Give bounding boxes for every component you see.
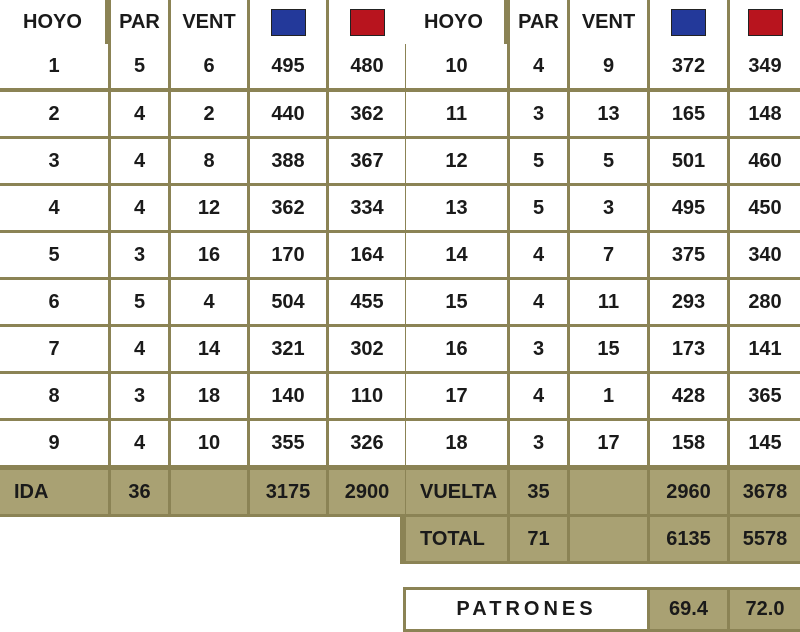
back-row-5-hole	[406, 233, 507, 277]
front-row-6-par	[111, 280, 168, 324]
back-row-4-hole-text: 13	[445, 196, 468, 219]
front-row-1-red-text: 480	[350, 54, 384, 77]
front-row-5-par	[111, 233, 168, 277]
back-row-1-par	[510, 44, 567, 88]
back-row-3-red	[730, 139, 800, 183]
back-row-1-red	[730, 44, 800, 88]
front-row-5-hcp-text: 16	[197, 243, 221, 266]
back-row-6-par	[510, 280, 567, 324]
front-row-1-blue	[250, 44, 326, 88]
back-row-3-hcp-text: 5	[602, 149, 615, 172]
back-row-7-hole-text: 16	[445, 337, 468, 360]
total-hcp	[570, 517, 647, 561]
front-row-6-par-text: 5	[133, 290, 146, 313]
front-row-5-hole-text: 5	[48, 243, 60, 266]
vuelta-blue	[650, 470, 727, 514]
back-row-4-red	[730, 186, 800, 230]
back-row-4-hcp	[570, 186, 647, 230]
ida-hcp	[171, 470, 247, 514]
front-row-5-blue	[250, 233, 326, 277]
back-row-7-blue	[650, 327, 727, 371]
front-row-8-blue	[250, 374, 326, 418]
red-tee-swatch-icon	[350, 9, 385, 36]
back-row-2-blue	[650, 92, 727, 136]
front-row-6-hole-text: 6	[48, 290, 60, 313]
front-row-7-blue-text: 321	[271, 337, 305, 360]
back-row-7-red	[730, 327, 800, 371]
back-row-4-par	[510, 186, 567, 230]
red-tee-header	[329, 0, 405, 44]
front-row-7-hcp-text: 14	[197, 337, 221, 360]
front-row-2-par-text: 4	[133, 102, 146, 125]
back-row-6-blue	[650, 280, 727, 324]
front-row-6-hole	[0, 280, 108, 324]
back-header-par	[510, 0, 567, 44]
back-row-9-red-text: 145	[748, 431, 782, 454]
back-row-2-hole-text: 11	[445, 102, 468, 125]
back-row-7-red-text: 141	[748, 337, 782, 360]
back-row-7-hcp-text: 15	[597, 337, 620, 360]
front-row-4-par-text: 4	[133, 196, 146, 219]
back-row-5-hole-text: 14	[445, 243, 468, 266]
front-row-6-blue-text: 504	[271, 290, 305, 313]
front-row-9-blue	[250, 421, 326, 465]
front-row-9-hole	[0, 421, 108, 465]
back-row-7-par	[510, 327, 567, 371]
red-tee-header	[730, 0, 800, 44]
front-row-8-hole	[0, 374, 108, 418]
front-row-7-hcp	[171, 327, 247, 371]
front-row-3-hcp	[171, 139, 247, 183]
ida-red	[329, 470, 405, 514]
front-row-1-par-text: 5	[133, 54, 146, 77]
back-row-1-hole-text: 10	[445, 54, 468, 77]
front-row-2-red-text: 362	[350, 102, 384, 125]
back-row-6-red	[730, 280, 800, 324]
back-row-4-par-text: 5	[532, 196, 545, 219]
front-row-2-par	[111, 92, 168, 136]
front-row-9-red	[329, 421, 405, 465]
front-row-7-hole-text: 7	[48, 337, 60, 360]
front-row-9-hcp-text: 10	[197, 431, 221, 454]
total-red-text: 5578	[742, 527, 788, 550]
blue-tee-swatch-icon	[671, 9, 706, 36]
front-row-8-hcp-text: 18	[197, 384, 221, 407]
back-row-1-blue	[650, 44, 727, 88]
back-row-2-hole	[406, 92, 507, 136]
back-row-3-red-text: 460	[748, 149, 782, 172]
front-header-handicap	[171, 0, 247, 44]
total-red	[730, 517, 800, 561]
back-row-2-hcp	[570, 92, 647, 136]
front-row-6-red-text: 455	[350, 290, 384, 313]
front-row-6-red	[329, 280, 405, 324]
patrones-red	[730, 590, 800, 629]
front-row-3-par	[111, 139, 168, 183]
back-header-handicap-text: VENT	[581, 10, 636, 33]
back-row-6-hcp-text: 11	[597, 290, 620, 313]
front-row-1-blue-text: 495	[271, 54, 305, 77]
back-row-5-hcp-text: 7	[602, 243, 615, 266]
blue-tee-swatch-icon	[271, 9, 306, 36]
front-row-8-par-text: 3	[133, 384, 146, 407]
back-row-8-hole	[406, 374, 507, 418]
back-row-3-par	[510, 139, 567, 183]
blue-tee-header	[250, 0, 326, 44]
front-row-5-par-text: 3	[133, 243, 146, 266]
total-label	[406, 517, 507, 561]
back-row-5-red	[730, 233, 800, 277]
back-header-handicap	[570, 0, 647, 44]
back-row-6-hole-text: 15	[445, 290, 468, 313]
back-row-8-blue	[650, 374, 727, 418]
front-row-5-blue-text: 170	[271, 243, 305, 266]
ida-label-text: IDA	[14, 480, 49, 503]
vuelta-par-text: 35	[527, 480, 550, 503]
back-row-8-hcp	[570, 374, 647, 418]
back-row-8-hole-text: 17	[445, 384, 468, 407]
back-row-1-hole	[406, 44, 507, 88]
total-label-text: TOTAL	[420, 527, 485, 550]
back-row-7-blue-text: 173	[671, 337, 706, 360]
front-row-4-red-text: 334	[350, 196, 384, 219]
front-row-4-red	[329, 186, 405, 230]
front-row-9-hcp	[171, 421, 247, 465]
back-row-9-blue-text: 158	[671, 431, 706, 454]
back-row-9-hcp-text: 17	[597, 431, 620, 454]
front-row-6-hcp	[171, 280, 247, 324]
front-row-3-red-text: 367	[350, 149, 384, 172]
back-row-5-hcp	[570, 233, 647, 277]
front-row-2-hcp	[171, 92, 247, 136]
front-header-par	[111, 0, 168, 44]
back-row-2-par-text: 3	[532, 102, 545, 125]
back-row-3-hole-text: 12	[445, 149, 468, 172]
front-row-4-blue-text: 362	[271, 196, 305, 219]
back-row-5-par-text: 4	[532, 243, 545, 266]
total-par-text: 71	[527, 527, 550, 550]
front-row-9-par	[111, 421, 168, 465]
back-row-9-blue	[650, 421, 727, 465]
blue-tee-header	[650, 0, 727, 44]
front-row-9-red-text: 326	[350, 431, 384, 454]
ida-par-text: 36	[128, 480, 151, 503]
back-row-5-blue-text: 375	[671, 243, 706, 266]
vuelta-red	[730, 470, 800, 514]
back-row-1-blue-text: 372	[671, 54, 706, 77]
front-row-3-red	[329, 139, 405, 183]
back-row-8-par	[510, 374, 567, 418]
back-row-3-blue	[650, 139, 727, 183]
back-row-1-red-text: 349	[748, 54, 782, 77]
front-row-9-hole-text: 9	[48, 431, 60, 454]
front-row-5-red	[329, 233, 405, 277]
back-row-6-red-text: 280	[748, 290, 782, 313]
ida-blue	[250, 470, 326, 514]
front-row-3-hole-text: 3	[48, 149, 60, 172]
front-row-7-par-text: 4	[133, 337, 146, 360]
front-row-3-hcp-text: 8	[203, 149, 215, 172]
back-row-8-red-text: 365	[748, 384, 782, 407]
back-row-9-hcp	[570, 421, 647, 465]
ida-par	[111, 470, 168, 514]
front-row-7-par	[111, 327, 168, 371]
back-row-3-par-text: 5	[532, 149, 545, 172]
front-row-3-hole	[0, 139, 108, 183]
front-row-7-hole	[0, 327, 108, 371]
back-row-8-blue-text: 428	[671, 384, 706, 407]
back-row-2-blue-text: 165	[671, 102, 706, 125]
back-row-8-hcp-text: 1	[602, 384, 615, 407]
front-row-5-hole	[0, 233, 108, 277]
front-row-2-blue	[250, 92, 326, 136]
front-row-8-red-text: 110	[350, 384, 384, 407]
back-row-3-hole	[406, 139, 507, 183]
back-row-9-par	[510, 421, 567, 465]
red-tee-swatch-icon	[748, 9, 783, 36]
front-row-3-blue	[250, 139, 326, 183]
front-row-4-hcp	[171, 186, 247, 230]
back-header-hole-text: HOYO	[424, 10, 483, 33]
front-row-8-red	[329, 374, 405, 418]
back-row-6-par-text: 4	[532, 290, 545, 313]
back-row-4-blue	[650, 186, 727, 230]
back-row-6-hcp	[570, 280, 647, 324]
front-row-4-blue	[250, 186, 326, 230]
front-row-2-red	[329, 92, 405, 136]
back-row-6-blue-text: 293	[671, 290, 706, 313]
front-row-4-hcp-text: 12	[197, 196, 221, 219]
front-row-8-hole-text: 8	[48, 384, 60, 407]
front-row-8-blue-text: 140	[271, 384, 305, 407]
ida-label	[0, 470, 108, 514]
ida-red-text: 2900	[344, 480, 390, 503]
back-row-7-par-text: 3	[532, 337, 545, 360]
total-blue-text: 6135	[666, 527, 711, 550]
front-row-2-hcp-text: 2	[203, 102, 215, 125]
front-row-9-blue-text: 355	[271, 431, 305, 454]
front-row-5-hcp	[171, 233, 247, 277]
front-row-9-par-text: 4	[133, 431, 146, 454]
front-row-7-red	[329, 327, 405, 371]
front-row-2-hole-text: 2	[48, 102, 60, 125]
patrones-label	[406, 590, 647, 629]
back-row-4-red-text: 450	[748, 196, 782, 219]
front-row-1-par	[111, 44, 168, 88]
front-row-6-hcp-text: 4	[203, 290, 215, 313]
patrones-blue	[650, 590, 727, 629]
back-row-2-par	[510, 92, 567, 136]
back-row-7-hole	[406, 327, 507, 371]
front-row-5-red-text: 164	[350, 243, 384, 266]
front-row-1-hcp-text: 6	[203, 54, 215, 77]
front-row-1-red	[329, 44, 405, 88]
back-row-2-hcp-text: 13	[597, 102, 620, 125]
back-row-4-hole	[406, 186, 507, 230]
patrones-red-text: 72.0	[745, 598, 785, 620]
vuelta-label	[406, 470, 507, 514]
front-row-8-hcp	[171, 374, 247, 418]
back-row-6-hole	[406, 280, 507, 324]
back-header-par-text: PAR	[518, 10, 559, 33]
back-row-8-red	[730, 374, 800, 418]
vuelta-red-text: 3678	[742, 480, 788, 503]
front-row-7-red-text: 302	[350, 337, 384, 360]
back-row-3-blue-text: 501	[671, 149, 706, 172]
front-row-4-hole	[0, 186, 108, 230]
vuelta-par	[510, 470, 567, 514]
total-blue	[650, 517, 727, 561]
front-header-hole-text: HOYO	[23, 10, 82, 33]
front-row-1-hcp	[171, 44, 247, 88]
back-row-4-hcp-text: 3	[602, 196, 615, 219]
back-row-3-hcp	[570, 139, 647, 183]
vuelta-label-text: VUELTA	[420, 480, 498, 503]
back-row-9-hole	[406, 421, 507, 465]
patrones-blue-text: 69.4	[669, 598, 708, 620]
back-row-9-hole-text: 18	[445, 431, 468, 454]
front-row-6-blue	[250, 280, 326, 324]
back-row-1-hcp-text: 9	[602, 54, 615, 77]
front-header-handicap-text: VENT	[182, 10, 236, 33]
back-row-5-par	[510, 233, 567, 277]
front-row-1-hole-text: 1	[48, 54, 60, 77]
back-row-7-hcp	[570, 327, 647, 371]
front-header-hole	[0, 0, 105, 44]
ida-blue-text: 3175	[265, 480, 311, 503]
front-row-4-hole-text: 4	[48, 196, 60, 219]
front-row-2-hole	[0, 92, 108, 136]
front-row-1-hole	[0, 44, 108, 88]
front-row-3-blue-text: 388	[271, 149, 305, 172]
front-row-3-par-text: 4	[133, 149, 146, 172]
vuelta-blue-text: 2960	[666, 480, 711, 503]
front-row-8-par	[111, 374, 168, 418]
back-row-9-par-text: 3	[532, 431, 545, 454]
back-row-5-blue	[650, 233, 727, 277]
patrones-label-text: PATRONES	[456, 598, 597, 620]
back-row-2-red	[730, 92, 800, 136]
back-row-9-red	[730, 421, 800, 465]
front-header-par-text: PAR	[119, 10, 160, 33]
back-row-2-red-text: 148	[748, 102, 782, 125]
total-par	[510, 517, 567, 561]
back-row-1-par-text: 4	[532, 54, 545, 77]
back-header-hole	[403, 0, 504, 44]
back-row-8-par-text: 4	[532, 384, 545, 407]
front-row-2-blue-text: 440	[271, 102, 305, 125]
back-row-1-hcp	[570, 44, 647, 88]
back-row-4-blue-text: 495	[671, 196, 706, 219]
vuelta-hcp	[570, 470, 647, 514]
front-row-4-par	[111, 186, 168, 230]
back-row-5-red-text: 340	[748, 243, 782, 266]
front-row-7-blue	[250, 327, 326, 371]
